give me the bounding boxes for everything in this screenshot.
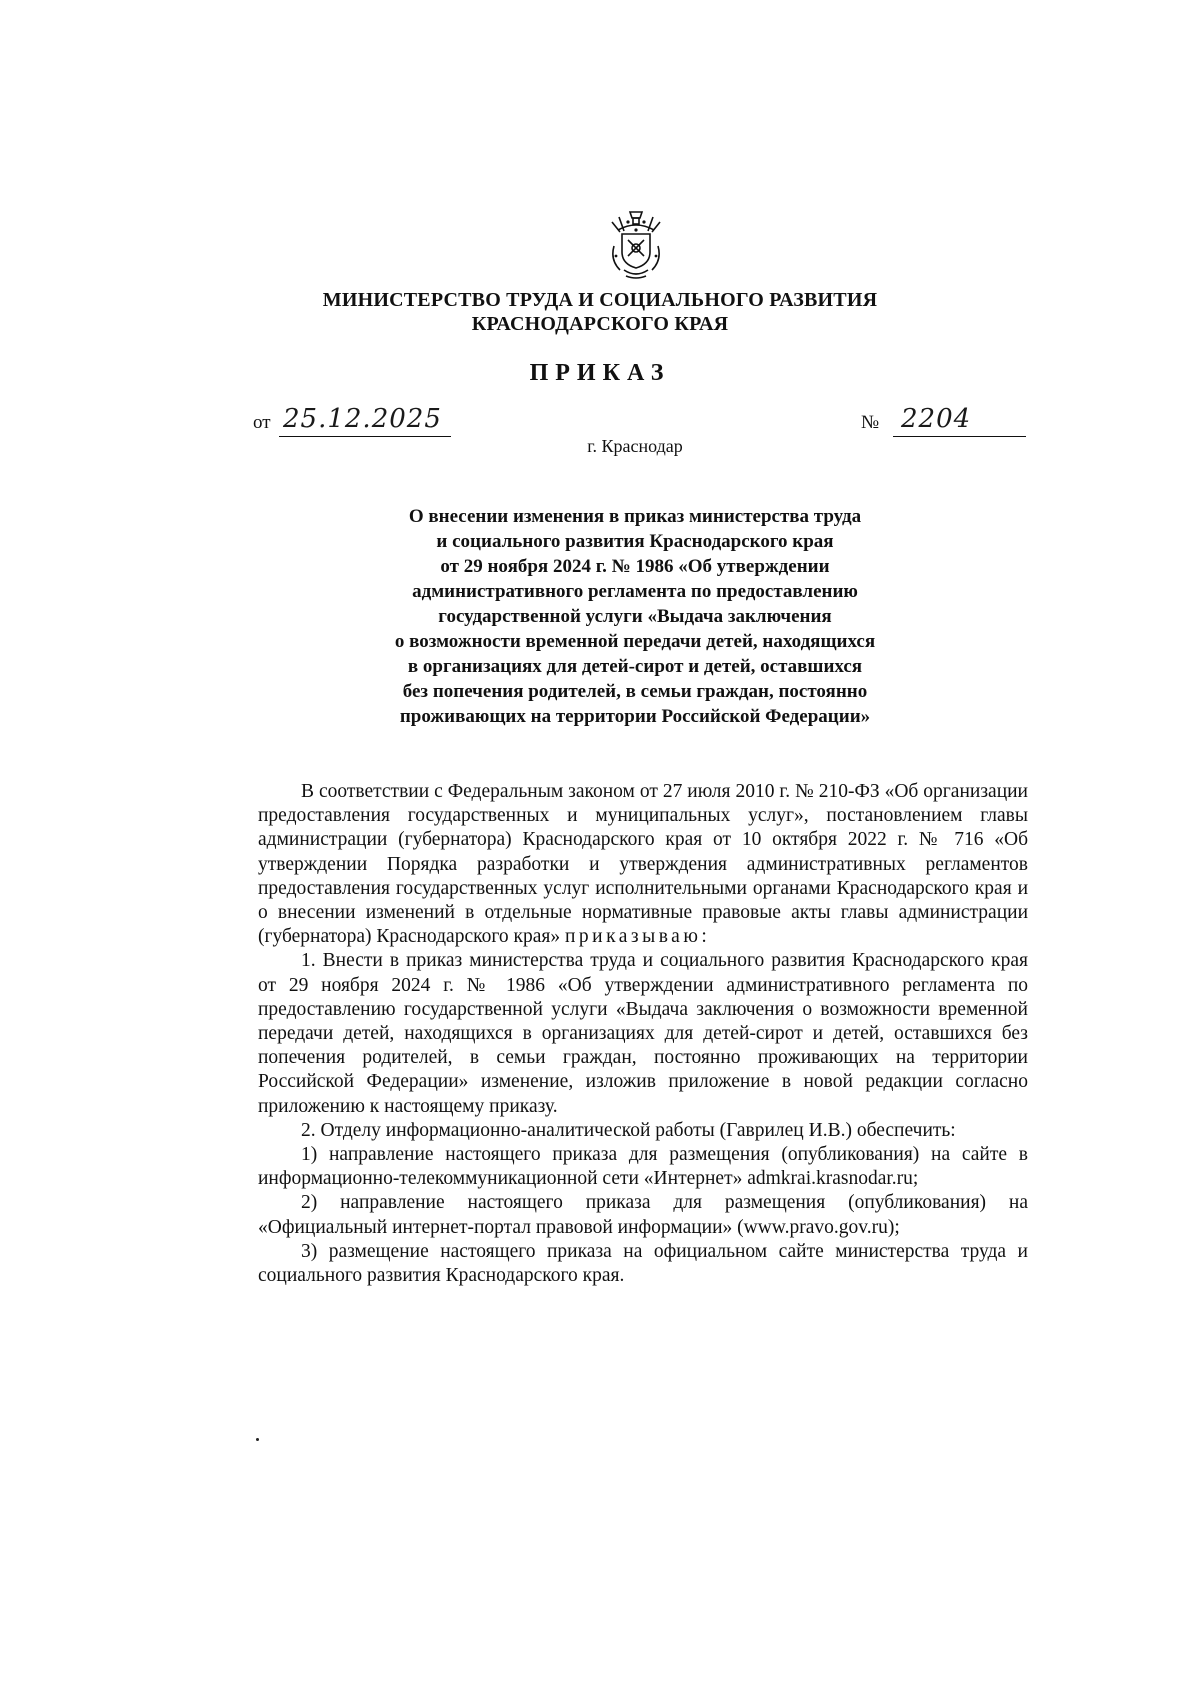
title-line: О внесении изменения в приказ министерства труда bbox=[408, 506, 862, 527]
ministry-name-line1: МИНИСТЕРСТВО ТРУДА И СОЦИАЛЬНОГО РАЗВИТИЯ bbox=[322, 289, 878, 311]
title-line: от 29 ноября 2024 г. № 1986 «Об утверждении bbox=[440, 556, 830, 577]
item-2-1-paragraph: 1) направление настоящего приказа для размещения (опубликования) на сайте в информационно-телекоммуникационной сети «Интернет» admkrai.krasnodar.ru; bbox=[258, 1144, 1028, 1190]
handwritten-number: 2204 bbox=[901, 404, 972, 434]
city-line: г. Краснодар bbox=[587, 436, 683, 456]
order-word: приказываю: bbox=[564, 926, 711, 948]
document-body bbox=[258, 780, 1028, 1288]
date-prefix: от bbox=[253, 412, 271, 433]
preamble-paragraph bbox=[258, 780, 1028, 949]
preamble-text: В соответствии с Федеральным законом от 27 июля 2010 г. № 210-ФЗ «Об организации предоставления государственных и муниципальных услуг», постановлением главы администрации (губернатора) Краснодарского края от 10 октября 2022 г. № 716 «Об утверждении Порядка разработки и утверждения административных регламентов предоставления государственных услуг исполнительными органами Краснодарского края и о внесении изменений в отдельные нормативные правовые акты главы администрации (губернатора) Краснодарского края» bbox=[258, 781, 1028, 948]
title-line: проживающих на территории Российской Федерации» bbox=[399, 706, 871, 727]
handwritten-date: 25.12.2025 bbox=[283, 404, 442, 434]
number-prefix: № bbox=[861, 412, 880, 433]
title-line: в организациях для детей-сирот и детей, оставшихся bbox=[407, 656, 863, 677]
title-line: без попечения родителей, в семьи граждан, постоянно bbox=[402, 681, 868, 702]
title-line: и социального развития Краснодарского края bbox=[436, 531, 834, 552]
title-line: государственной услуги «Выдача заключения bbox=[438, 606, 832, 627]
item-2-3-paragraph: 3) размещение настоящего приказа на официальном сайте министерства труда и социального развития Краснодарского края. bbox=[258, 1240, 1028, 1287]
document-type-heading: ПРИКАЗ bbox=[529, 360, 671, 386]
krasnodar-coat-of-arms-icon bbox=[606, 206, 666, 282]
document-title bbox=[300, 504, 970, 729]
title-line: административного регламента по предоставлению bbox=[412, 581, 858, 602]
title-line: о возможности временной передачи детей, находящихся bbox=[394, 631, 876, 652]
item-1-paragraph: 1. Внести в приказ министерства труда и социального развития Краснодарского края от 29 ноября 2024 г. № 1986 «Об утверждении административного регламента по предоставлению государственной услуги «Выдача заключения о возможности временной передачи детей, находящихся в организациях для детей-сирот и детей, оставшихся без попечения родителей, в семьи граждан, постоянно проживающих на территории Российской Федерации» изменение, изложив приложение в новой редакции согласно приложению к настоящему приказу. bbox=[258, 950, 1028, 1117]
item-2-paragraph: 2. Отделу информационно-аналитической работы (Гаврилец И.В.) обеспечить: bbox=[301, 1119, 956, 1141]
item-2-2-paragraph: 2) направление настоящего приказа для размещения (опубликования) на «Официальный интернет-портал правовой информации» (www.pravo.gov.ru); bbox=[258, 1192, 1028, 1238]
scan-artifact-dot bbox=[256, 1438, 259, 1441]
ministry-name-line2: КРАСНОДАРСКОГО КРАЯ bbox=[471, 313, 729, 335]
